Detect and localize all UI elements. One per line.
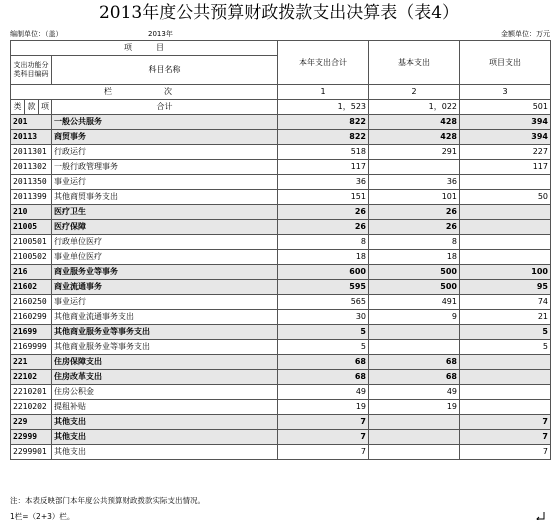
row-basic: 68 [369,370,460,385]
header-kuan: 款 [25,100,39,115]
footnote-line-2: 1栏=（2+3）栏。 [10,512,75,521]
header-lei: 类 [11,100,25,115]
header-column-index: 栏 次 [11,85,278,100]
row-total: 49 [278,385,369,400]
header-project-expense: 项目支出 [460,41,551,85]
row-subject-name: 事业运行 [52,295,278,310]
row-basic [369,415,460,430]
row-code: 2100502 [11,250,52,265]
row-code: 2100501 [11,235,52,250]
row-basic: 26 [369,220,460,235]
row-code: 21699 [11,325,52,340]
row-project [460,370,551,385]
row-subject-name: 其他商业服务业等事务支出 [52,340,278,355]
row-subject-name: 其他商贸事务支出 [52,190,278,205]
row-project: 5 [460,325,551,340]
row-total: 36 [278,175,369,190]
row-subject-name: 商业流通事务 [52,280,278,295]
row-project [460,235,551,250]
row-total: 151 [278,190,369,205]
row-code: 2210201 [11,385,52,400]
row-code: 221 [11,355,52,370]
row-basic: 36 [369,175,460,190]
row-basic: 18 [369,250,460,265]
row-project: 7 [460,415,551,430]
row-basic: 101 [369,190,460,205]
row-subject-name: 其他支出 [52,445,278,460]
table-row [11,310,551,325]
row-total: 518 [278,145,369,160]
row-code: 20113 [11,130,52,145]
row-subject-name: 事业运行 [52,175,278,190]
row-project: 394 [460,115,551,130]
row-total: 18 [278,250,369,265]
footnotes [10,493,550,525]
header-n3: 3 [460,85,551,100]
summary-basic: 1，022 [369,100,460,115]
row-basic: 491 [369,295,460,310]
row-total: 8 [278,235,369,250]
row-subject-name: 行政运行 [52,145,278,160]
row-subject-name: 事业单位医疗 [52,250,278,265]
table-row [11,370,551,385]
row-basic: 68 [369,355,460,370]
row-basic: 49 [369,385,460,400]
table-row [11,340,551,355]
table-row [11,205,551,220]
row-project: 50 [460,190,551,205]
row-total: 68 [278,370,369,385]
header-total: 本年支出合计 [278,41,369,85]
row-code: 22102 [11,370,52,385]
row-total: 5 [278,325,369,340]
row-subject-name: 商贸事务 [52,130,278,145]
row-code: 216 [11,265,52,280]
row-project: 95 [460,280,551,295]
row-project [460,250,551,265]
footnote-line-1: 注：本表反映部门本年度公共预算财政拨款实际支出情况。 [10,496,205,505]
row-code: 2011301 [11,145,52,160]
row-project: 5 [460,340,551,355]
row-total: 600 [278,265,369,280]
row-project: 100 [460,265,551,280]
table-row [11,280,551,295]
row-code: 2210202 [11,400,52,415]
table-row [11,430,551,445]
row-code: 2299901 [11,445,52,460]
row-total: 565 [278,295,369,310]
row-subject-name: 住房公积金 [52,385,278,400]
row-total: 19 [278,400,369,415]
row-code: 2011302 [11,160,52,175]
row-total: 26 [278,205,369,220]
summary-label: 合计 [52,100,278,115]
header-subject-name: 科目名称 [52,56,278,85]
row-basic: 26 [369,205,460,220]
row-subject-name: 医疗保障 [52,220,278,235]
row-basic [369,430,460,445]
header-n2: 2 [369,85,460,100]
row-subject-name: 商业服务业等事务 [52,265,278,280]
row-basic: 428 [369,115,460,130]
row-code: 201 [11,115,52,130]
row-basic [369,445,460,460]
row-basic: 8 [369,235,460,250]
report-title: 2013年度公共预算财政拨款支出决算表（表4） [98,3,460,23]
row-basic [369,340,460,355]
row-subject-name: 一般行政管理事务 [52,160,278,175]
row-total: 26 [278,220,369,235]
table-row [11,220,551,235]
row-project [460,205,551,220]
table-row [11,385,551,400]
table-row [11,415,551,430]
header-xiang: 项 [39,100,52,115]
row-project [460,220,551,235]
table-row [11,265,551,280]
summary-project: 501 [460,100,551,115]
row-basic: 428 [369,130,460,145]
row-code: 21005 [11,220,52,235]
row-subject-name: 提租补贴 [52,400,278,415]
compiling-unit-label: 编制单位：（盖） [10,30,63,38]
row-code: 2011399 [11,190,52,205]
row-project [460,385,551,400]
row-code: 2169999 [11,340,52,355]
row-project: 7 [460,445,551,460]
row-code: 210 [11,205,52,220]
row-total: 7 [278,415,369,430]
row-project: 74 [460,295,551,310]
table-row [11,175,551,190]
row-total: 595 [278,280,369,295]
row-basic: 19 [369,400,460,415]
row-basic: 9 [369,310,460,325]
table-row [11,445,551,460]
row-total: 822 [278,130,369,145]
row-basic [369,325,460,340]
header-row-column [11,85,551,100]
row-project: 7 [460,430,551,445]
row-subject-name: 住房改革支出 [52,370,278,385]
header-code-group: 支出功能分类科目编码 [11,56,52,85]
summary-row [11,100,551,115]
header-project: 项 目 [11,41,278,56]
table-row [11,295,551,310]
row-subject-name: 其他商业流通事务支出 [52,310,278,325]
row-subject-name: 住房保障支出 [52,355,278,370]
header-basic: 基本支出 [369,41,460,85]
row-project: 117 [460,160,551,175]
row-basic: 500 [369,280,460,295]
summary-total: 1，523 [278,100,369,115]
row-total: 117 [278,160,369,175]
row-subject-name: 一般公共服务 [52,115,278,130]
row-code: 22999 [11,430,52,445]
row-total: 822 [278,115,369,130]
row-project: 394 [460,130,551,145]
table-row [11,130,551,145]
table-row [11,400,551,415]
header-n1: 1 [278,85,369,100]
row-subject-name: 其他支出 [52,430,278,445]
row-code: 2160250 [11,295,52,310]
money-unit-label: 金额单位：万元 [501,30,550,38]
table-row [11,160,551,175]
expenditure-table [10,40,551,460]
row-code: 2011350 [11,175,52,190]
row-total: 68 [278,355,369,370]
row-subject-name: 其他商业服务业等事务支出 [52,325,278,340]
row-project [460,400,551,415]
row-project: 21 [460,310,551,325]
row-code: 21602 [11,280,52,295]
corner-bracket-icon [535,512,545,520]
row-project: 227 [460,145,551,160]
table-row [11,190,551,205]
row-code: 2160299 [11,310,52,325]
row-total: 30 [278,310,369,325]
row-subject-name: 行政单位医疗 [52,235,278,250]
table-row [11,235,551,250]
row-subject-name: 其他支出 [52,415,278,430]
report-meta [10,29,550,39]
table-row [11,250,551,265]
row-project [460,175,551,190]
row-basic: 291 [369,145,460,160]
row-basic: 500 [369,265,460,280]
row-total: 7 [278,430,369,445]
row-total: 7 [278,445,369,460]
row-subject-name: 医疗卫生 [52,205,278,220]
table-row [11,145,551,160]
table-row [11,115,551,130]
table-row [11,325,551,340]
table-row [11,355,551,370]
report-year: 2013年 [148,30,173,38]
header-row-project [11,41,551,56]
row-code: 229 [11,415,52,430]
row-total: 5 [278,340,369,355]
row-project [460,355,551,370]
row-basic [369,160,460,175]
